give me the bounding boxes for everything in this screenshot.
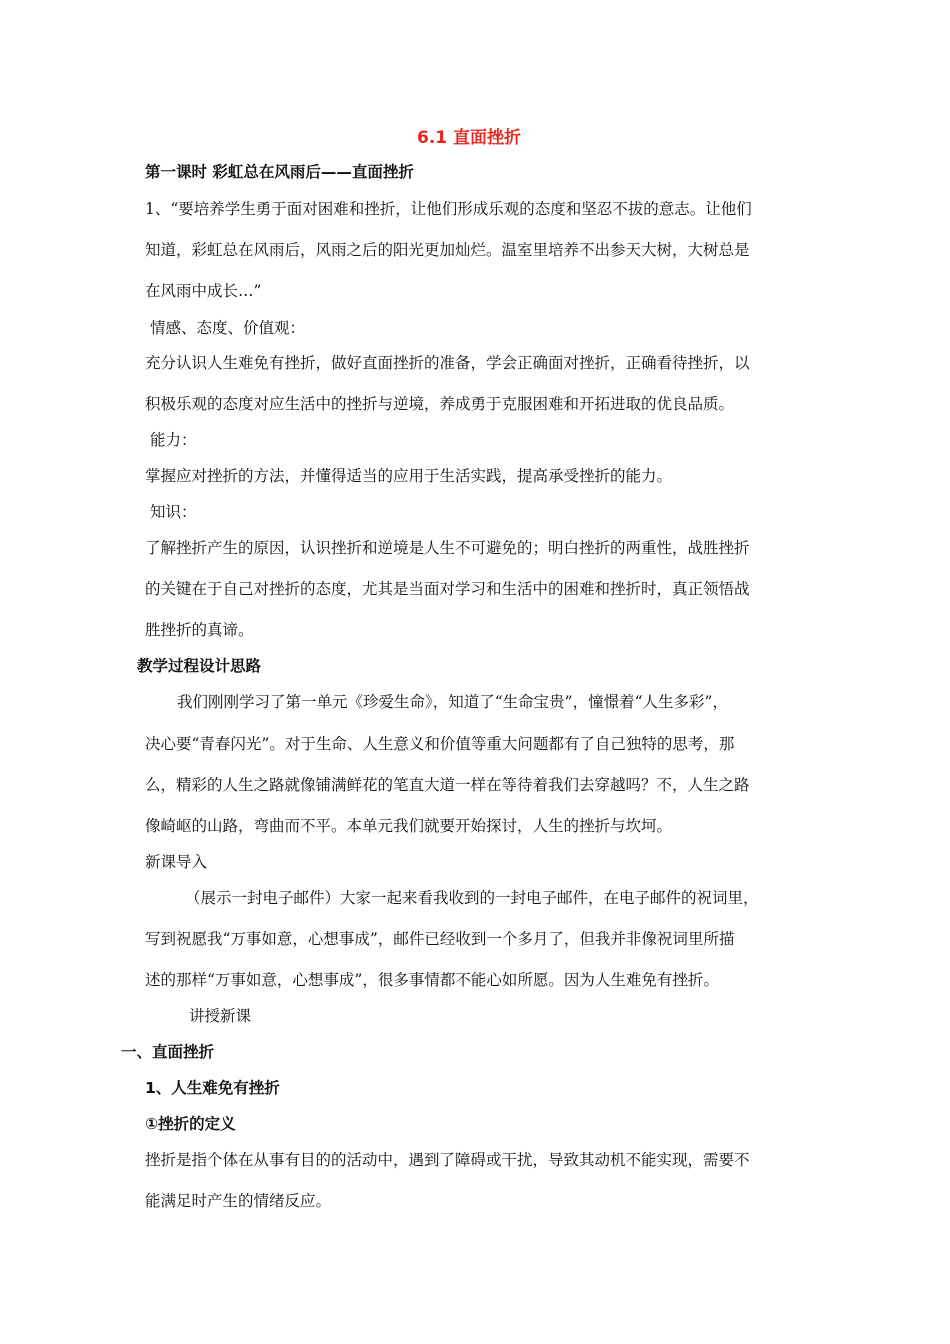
ability-label: 能力： — [150, 431, 197, 449]
ability-text: 掌握应对挫折的方法，并懂得适当的应用于生活实践，提高承受挫折的能力。 — [145, 467, 673, 485]
emotion-text-line: 积极乐观的态度对应生活中的挫折与逆境，养成勇于克服困难和开拓进取的优良品质。 — [145, 395, 735, 413]
design-heading: 教学过程设计思路 — [137, 657, 262, 675]
quote-line: 在风雨中成长…” — [145, 282, 262, 300]
point-heading: ①挫折的定义 — [145, 1115, 236, 1133]
knowledge-text-line: 了解挫折产生的原因，认识挫折和逆境是人生不可避免的；明白挫折的两重性，战胜挫折 — [145, 539, 750, 557]
knowledge-label: 知识： — [150, 503, 197, 521]
emotion-label: 情感、态度、价值观： — [150, 319, 306, 337]
intro-paragraph-line: 写到祝愿我“万事如意，心想事成”，邮件已经收到一个多月了，但我并非像祝词里所描 — [145, 930, 735, 948]
section-heading: 一、直面挫折 — [121, 1043, 215, 1061]
knowledge-text-line: 胜挫折的真谛。 — [145, 621, 254, 639]
lesson-heading: 第一课时 彩虹总在风雨后——直面挫折 — [145, 163, 414, 181]
intro-paragraph-line: 述的那样“万事如意，心想事成”，很多事情都不能心如所愿。因为人生难免有挫折。 — [145, 971, 719, 989]
quote-line: 1、“要培养学生勇于面对困难和挫折，让他们形成乐观的态度和坚忍不拔的意志。让他们 — [145, 200, 752, 218]
intro-paragraph-line: （展示一封电子邮件）大家一起来看我收到的一封电子邮件，在电子邮件的祝词里， — [185, 889, 759, 907]
intro-heading: 新课导入 — [145, 853, 208, 871]
design-paragraph-line: 像崎岖的山路，弯曲而不平。本单元我们就要开始探讨，人生的挫折与坎坷。 — [145, 817, 673, 835]
lecture-heading: 讲授新课 — [189, 1007, 252, 1025]
emotion-text-line: 充分认识人生难免有挫折，做好直面挫折的准备，学会正确面对挫折，正确看待挫折，以 — [145, 354, 750, 372]
quote-line: 知道，彩虹总在风雨后，风雨之后的阳光更加灿烂。温室里培养不出参天大树，大树总是 — [145, 241, 750, 259]
subsection-heading: 1、人生难免有挫折 — [145, 1079, 280, 1097]
lecture-paragraph-line: 挫折是指个体在从事有目的的活动中，遇到了障碍或干扰，导致其动机不能实现，需要不 — [145, 1151, 750, 1169]
design-paragraph-line: 我们刚刚学习了第一单元《珍爱生命》，知道了“生命宝贵”，憧憬着“人生多彩”， — [177, 693, 728, 711]
design-paragraph-line: 决心要“青春闪光”。对于生命、人生意义和价值等重大问题都有了自己独特的思考，那 — [145, 735, 735, 753]
page-title: 6.1 直面挫折 — [417, 128, 522, 148]
lecture-paragraph-line: 能满足时产生的情绪反应。 — [145, 1192, 332, 1210]
knowledge-text-line: 的关键在于自己对挫折的态度，尤其是当面对学习和生活中的困难和挫折时，真正领悟战 — [145, 580, 750, 598]
design-paragraph-line: 么，精彩的人生之路就像铺满鲜花的笔直大道一样在等待着我们去穿越吗？不，人生之路 — [145, 776, 750, 794]
